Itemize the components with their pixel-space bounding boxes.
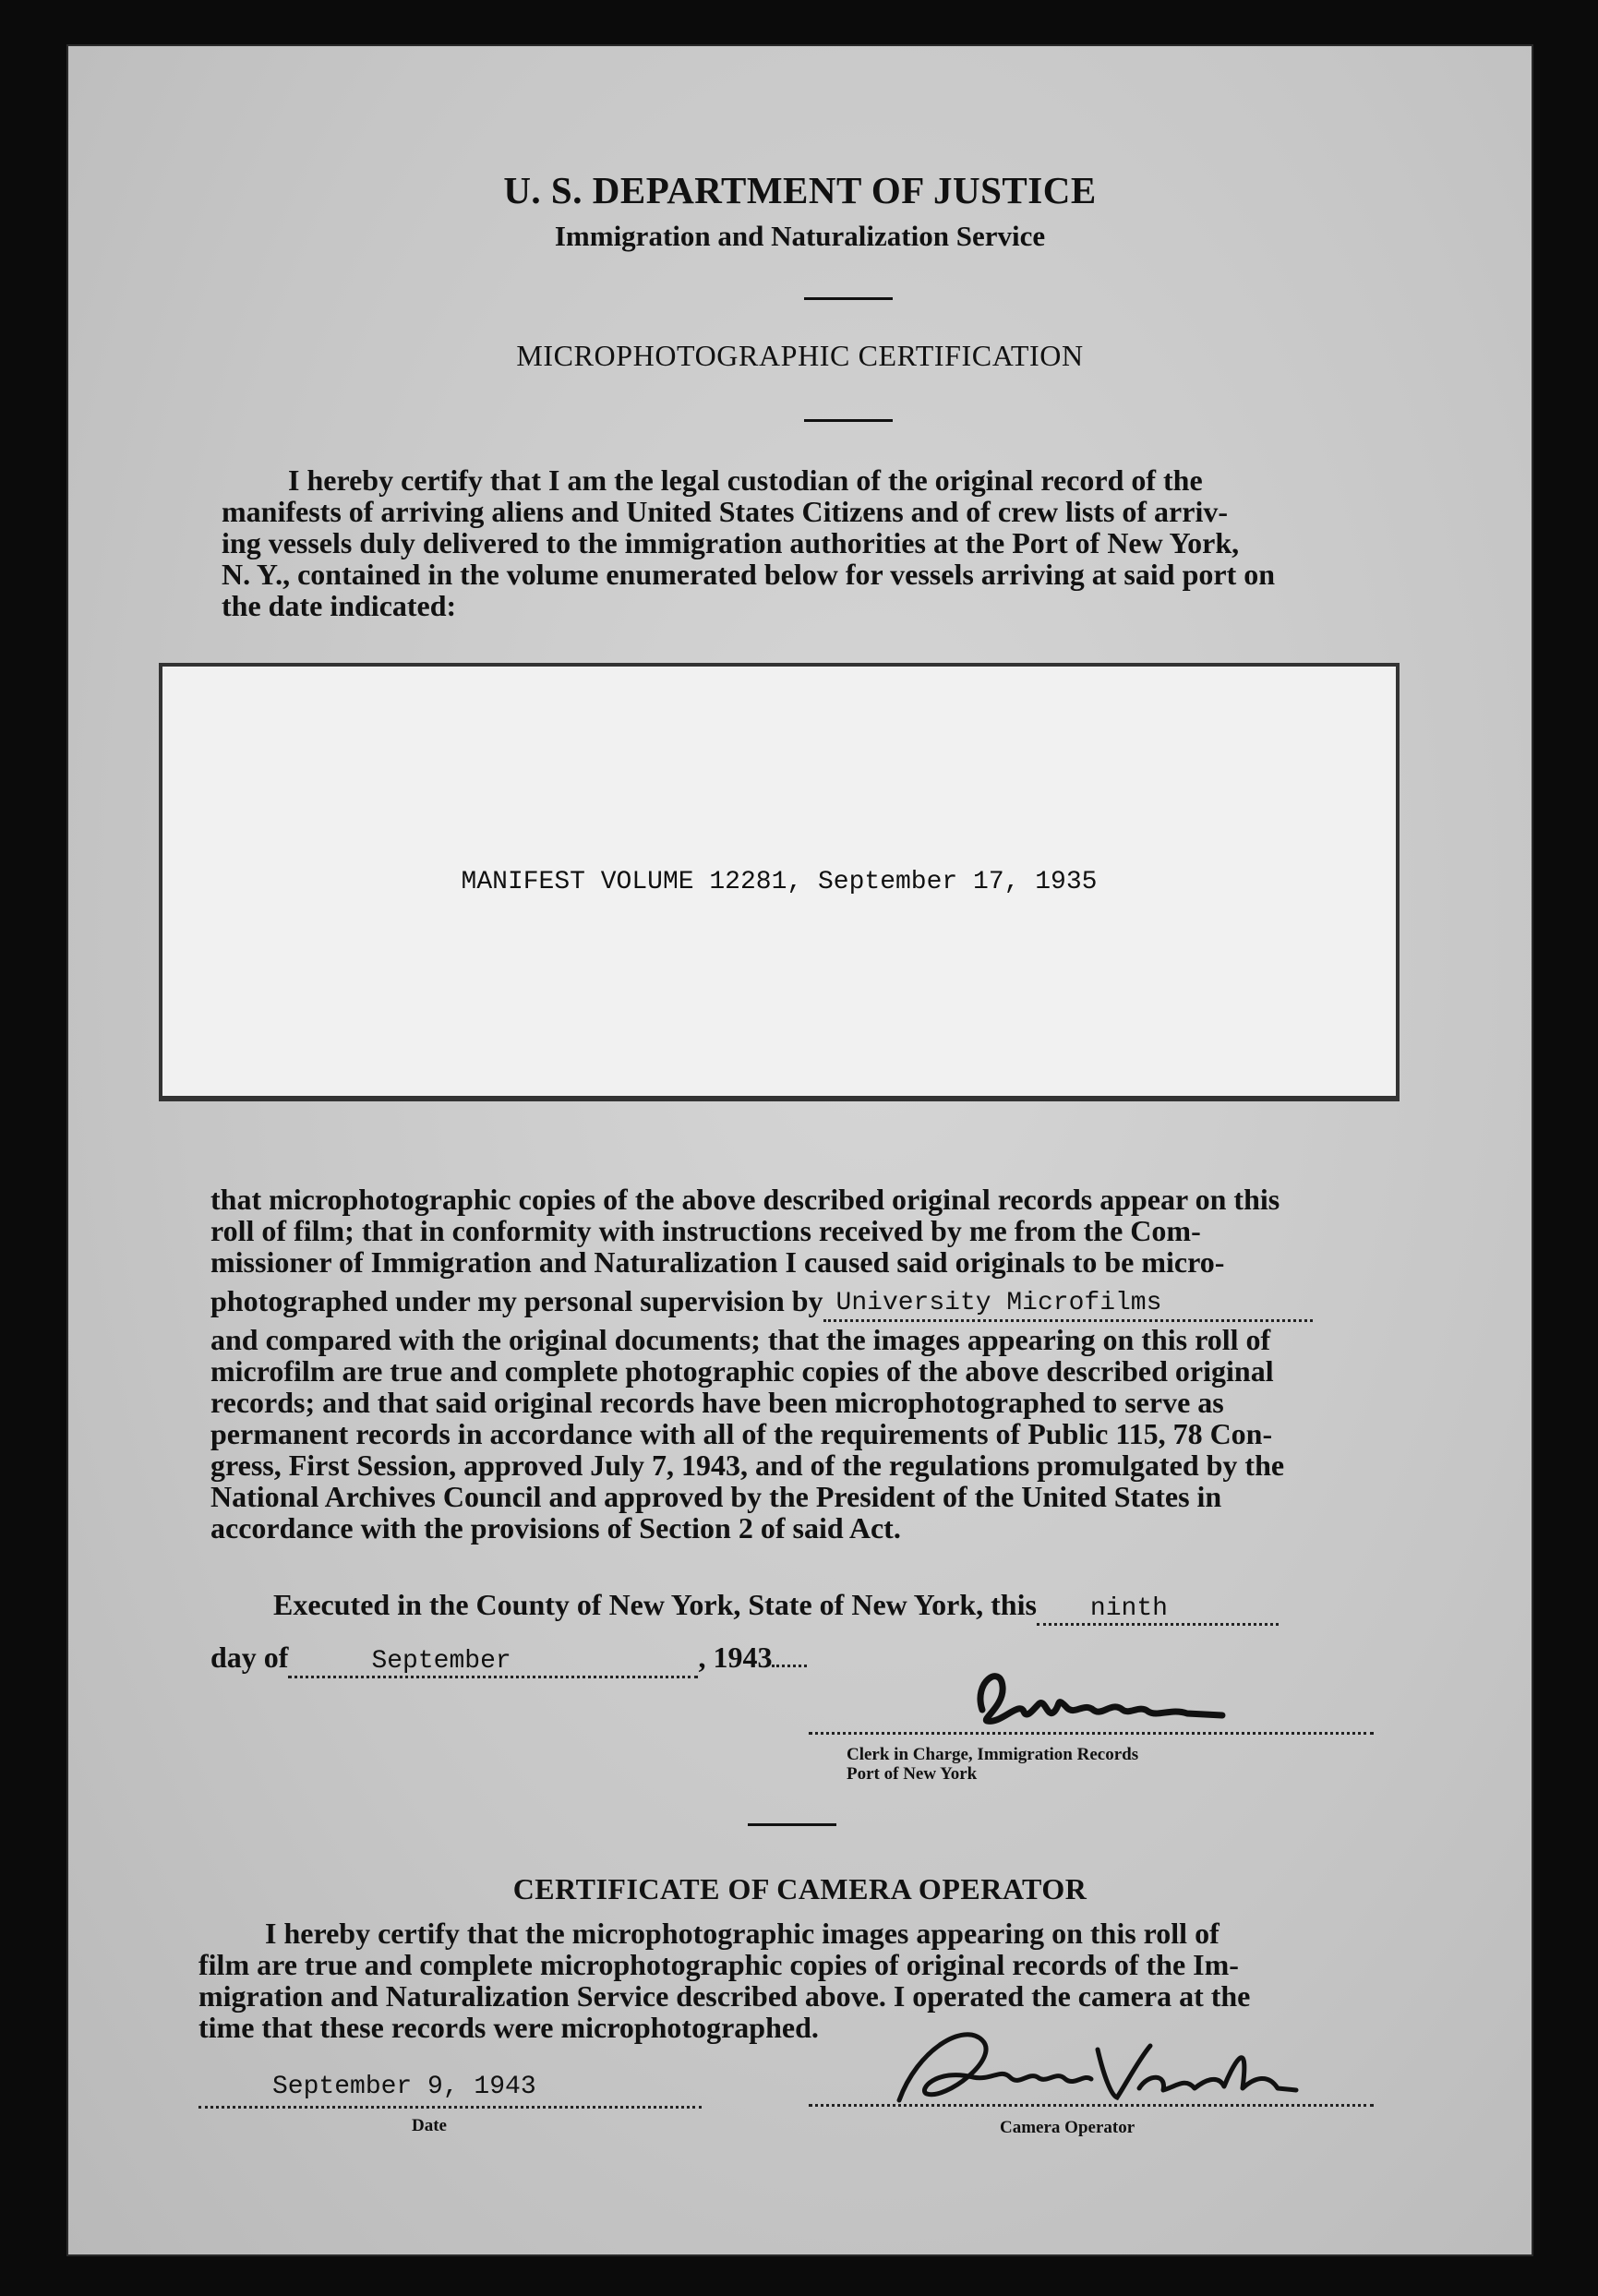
- supervision-prefix: photographed under my personal supervision by: [210, 1284, 823, 1317]
- day-value: ninth: [1089, 1594, 1168, 1623]
- camera-operator-signature: [862, 2013, 1324, 2114]
- body-paragraph: [210, 1184, 1401, 1544]
- divider: [804, 419, 893, 422]
- year-dots: [772, 1665, 807, 1667]
- clerk-title-line: Clerk in Charge, Immigration Records: [847, 1745, 1139, 1764]
- body-line: accordance with the provisions of Section 2 of said Act.: [210, 1511, 901, 1545]
- camera-section-title: CERTIFICATE OF CAMERA OPERATOR: [512, 1872, 1087, 1905]
- operator-signature-line: [809, 2104, 1374, 2107]
- camera-line: film are true and complete microphotographic copies of original records of the Im-: [198, 1948, 1239, 1981]
- camera-line: I hereby certify that the microphotographic images appearing on this roll of: [265, 1917, 1220, 1950]
- date-value: September 9, 1943: [272, 2073, 536, 2101]
- divider: [804, 297, 893, 300]
- body-line: microfilm are true and complete photographic copies of the above described original: [210, 1354, 1274, 1388]
- intro-paragraph: [222, 464, 1399, 621]
- day-of-label: day of: [210, 1641, 289, 1674]
- microfilm-company-field: [823, 1283, 1313, 1322]
- body-line: gress, First Session, approved July 7, 1943, and of the regulations promulgated by the: [210, 1449, 1285, 1482]
- month-field: [288, 1641, 698, 1678]
- clerk-title: [847, 1745, 1138, 1784]
- body-line: and compared with the original documents; that the images appearing on this roll of: [210, 1323, 1271, 1356]
- camera-operator-label: Camera Operator: [1000, 2118, 1135, 2137]
- date-label: Date: [412, 2116, 447, 2135]
- body-line: that microphotographic copies of the above described original records appear on this: [210, 1183, 1280, 1216]
- section-title: MICROPHOTOGRAPHIC CERTIFICATION: [516, 339, 1084, 372]
- clerk-title-line: Port of New York: [847, 1764, 978, 1784]
- intro-line: the date indicated:: [222, 589, 457, 622]
- body-line: National Archives Council and approved by the President of the United States in: [210, 1480, 1222, 1513]
- body-line: missioner of Immigration and Naturalization I caused said originals to be micro-: [210, 1245, 1225, 1279]
- page-subtitle: Immigration and Naturalization Service: [554, 220, 1046, 252]
- camera-line: migration and Naturalization Service described above. I operated the camera at the: [198, 1979, 1251, 2013]
- body-line: [210, 1285, 1401, 1324]
- day-field: [1037, 1588, 1279, 1626]
- intro-line: ing vessels duly delivered to the immigration authorities at the Port of New York,: [222, 526, 1240, 559]
- body-line: roll of film; that in conformity with instructions received by me from the Com-: [210, 1214, 1201, 1247]
- microfilm-company-value: University Microfilms: [835, 1289, 1162, 1317]
- day-of-line: day of September , 1943: [210, 1641, 807, 1678]
- camera-line: time that these records were microphotographed.: [198, 2011, 819, 2044]
- manifest-volume-text: MANIFEST VOLUME 12281, September 17, 1935: [461, 868, 1098, 896]
- year-value: 1943: [713, 1641, 773, 1674]
- certificate-sheet: [66, 44, 1533, 2256]
- executed-line: [273, 1588, 1279, 1626]
- page-title: U. S. DEPARTMENT OF JUSTICE: [503, 169, 1097, 211]
- date-field: [198, 2073, 702, 2109]
- clerk-signature: [945, 1654, 1259, 1742]
- intro-line: manifests of arriving aliens and United States Citizens and of crew lists of arriv-: [222, 495, 1228, 528]
- executed-prefix: Executed in the County of New York, State of New York, this: [273, 1588, 1037, 1621]
- body-line: records; and that said original records have been microphotographed to serve as: [210, 1386, 1224, 1419]
- body-line: permanent records in accordance with all of the requirements of Public 115, 78 Con-: [210, 1417, 1273, 1450]
- month-value: September: [371, 1647, 511, 1676]
- divider: [748, 1823, 836, 1826]
- manifest-card: [159, 663, 1400, 1101]
- intro-line: N. Y., contained in the volume enumerated below for vessels arriving at said port on: [222, 558, 1276, 591]
- clerk-signature-line: [809, 1732, 1374, 1735]
- intro-line: I hereby certify that I am the legal custodian of the original record of the: [288, 463, 1203, 497]
